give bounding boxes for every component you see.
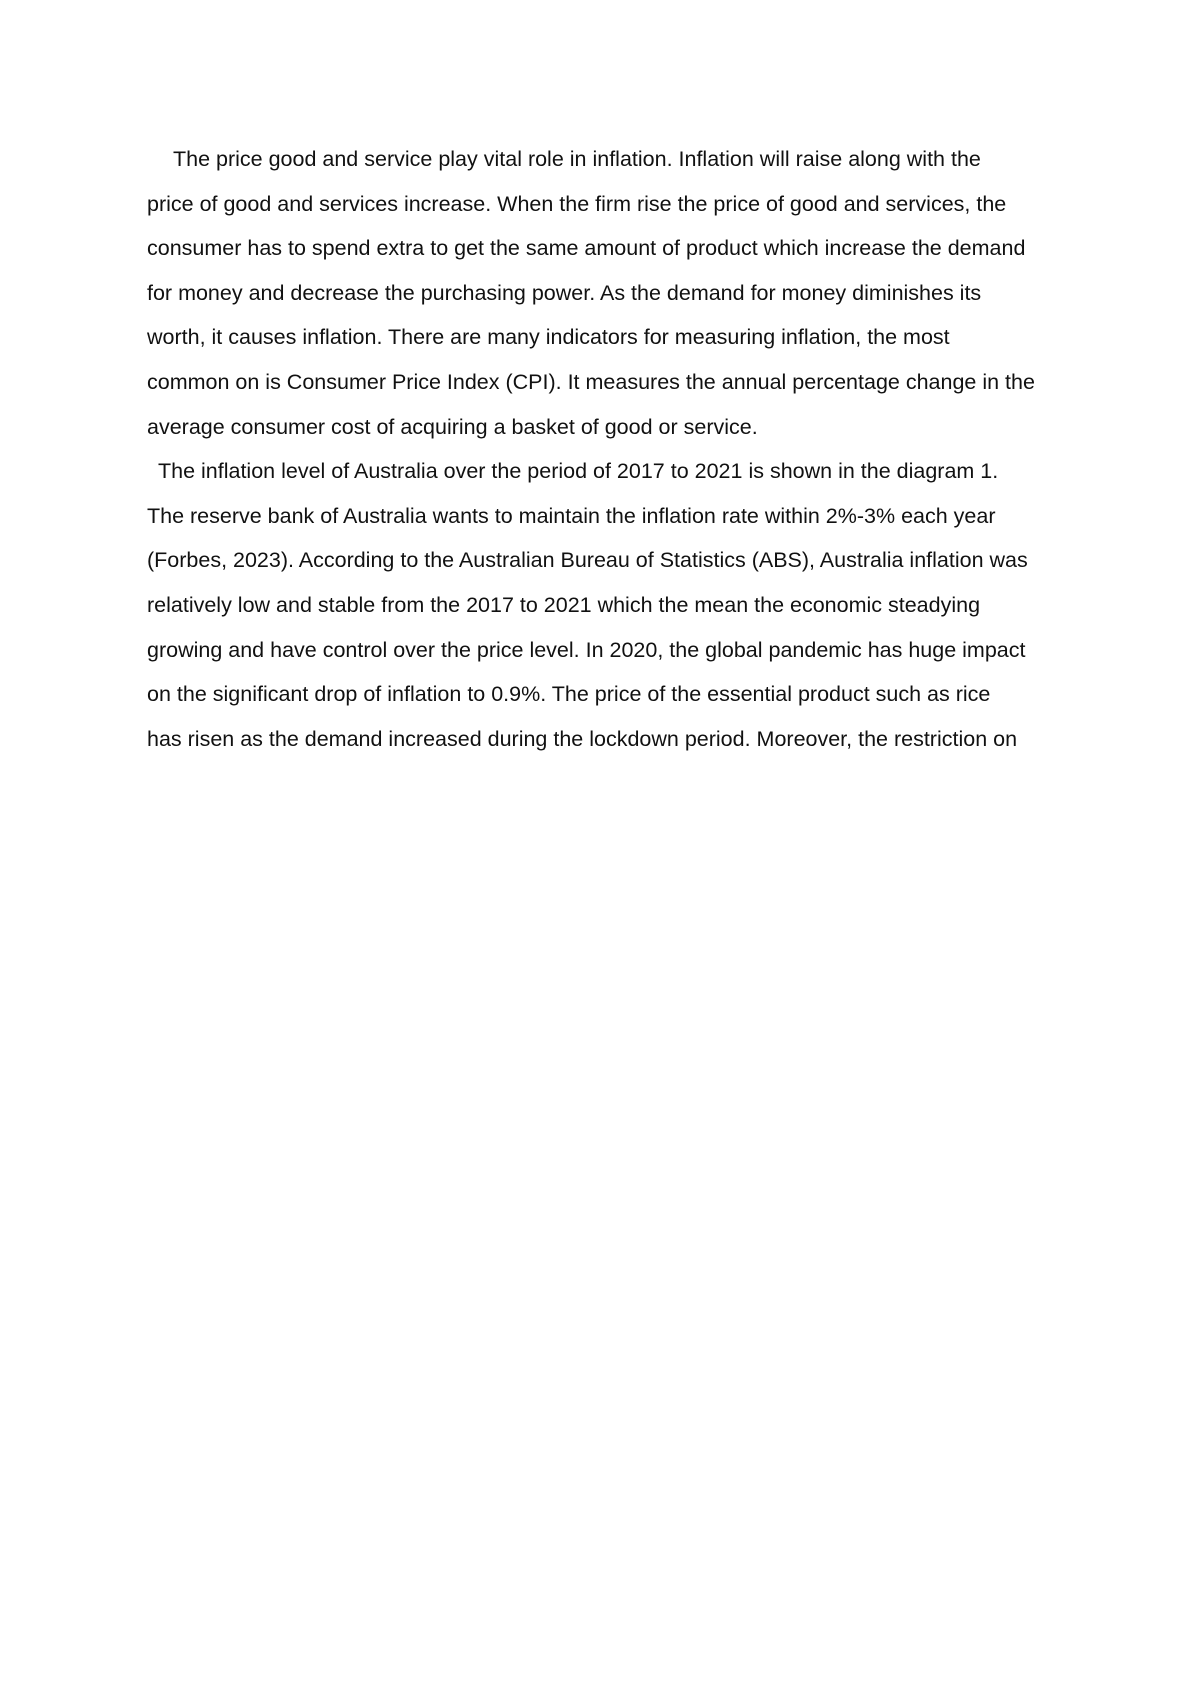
paragraph-line: The price good and service play vital role in inflation. Inflation will raise along with the [173, 147, 981, 171]
paragraph-line: The inflation level of Australia over the period of 2017 to 2021 is shown in the diagram 1. [158, 459, 999, 484]
paragraph-line: worth, it causes inflation. There are many indicators for measuring inflation, the most [147, 325, 950, 350]
paragraph-line: on the significant drop of inflation to 0.9%. The price of the essential product such as rice [147, 682, 991, 707]
paragraph-line: common on is Consumer Price Index (CPI). It measures the annual percentage change in the [147, 369, 1035, 394]
paragraph-line: has risen as the demand increased during the lockdown period. Moreover, the restriction on [147, 726, 1018, 751]
paragraph-line: price of good and services increase. When the firm rise the price of good and services, the [147, 191, 1007, 216]
document-body [147, 144, 1087, 768]
paragraph-line: (Forbes, 2023). According to the Australian Bureau of Statistics (ABS), Australia inflation was [147, 548, 1028, 573]
paragraph-line: relatively low and stable from the 2017 to 2021 which the mean the economic steadying [147, 592, 981, 617]
paragraph-line: average consumer cost of acquiring a basket of good or service. [147, 414, 758, 439]
paragraph-line: consumer has to spend extra to get the same amount of product which increase the demand [147, 236, 1026, 261]
paragraph-1 [147, 144, 1087, 456]
paragraph-line: The reserve bank of Australia wants to maintain the inflation rate within 2%-3% each year [147, 503, 996, 528]
paragraph-line: for money and decrease the purchasing power. As the demand for money diminishes its [147, 280, 982, 305]
paragraph-line: growing and have control over the price level. In 2020, the global pandemic has huge impact [147, 637, 1026, 662]
paragraph-2 [147, 456, 1087, 768]
